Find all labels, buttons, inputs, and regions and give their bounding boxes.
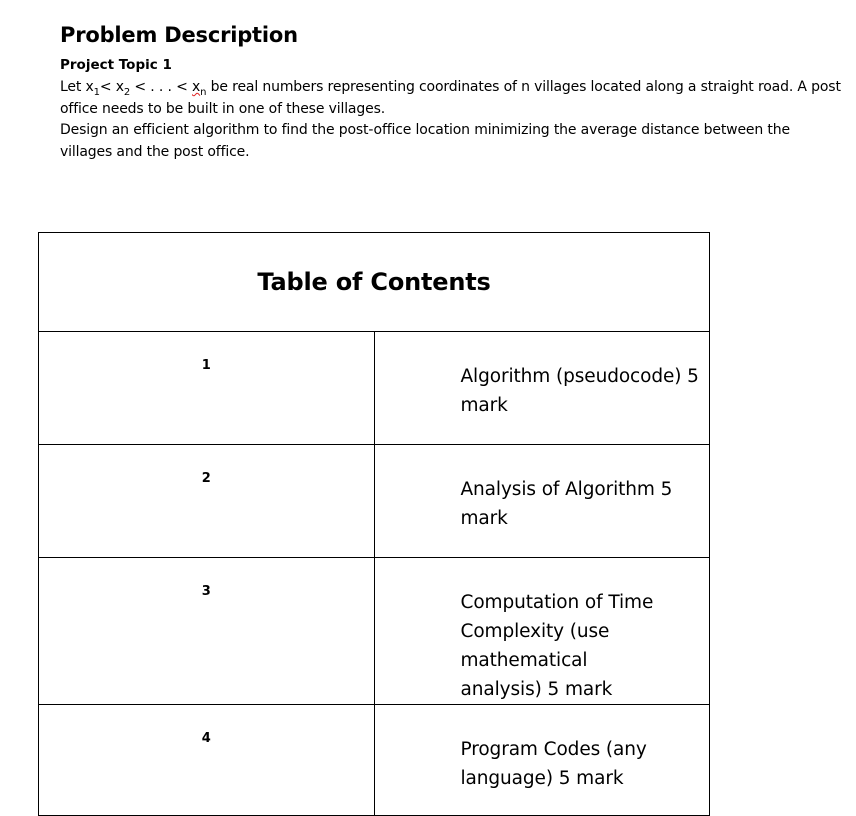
problem-paragraph-2 (60, 120, 790, 163)
page-heading: Problem Description (60, 23, 298, 47)
paragraph-1-line-1: Let $x_1< x_2$ < . . . < $x_n$ be real numbers representing coordinates of n villages located along a straight road. A post (60, 79, 841, 98)
table-row (39, 332, 710, 445)
table-row (39, 558, 710, 705)
toc-item-number: 2 (39, 445, 375, 558)
spellcheck-underlined-xn: $x_n$ (192, 79, 207, 98)
toc-item-text: Analysis of Algorithm 5 mark (374, 445, 710, 558)
toc-item-text: Algorithm (pseudocode) 5 mark (374, 332, 710, 445)
table-of-contents (38, 232, 710, 816)
toc-item-text: Computation of Time Complexity (use mathematical analysis) 5 mark (374, 558, 710, 705)
paragraph-2-line-1: Design an efficient algorithm to find the post-office location minimizing the average distance between the (60, 122, 790, 138)
paragraph-1-line-2: office needs to be built in one of these villages. (60, 100, 386, 117)
toc-item-number: 1 (39, 332, 375, 445)
toc-item-text: Program Codes (any language) 5 mark (374, 705, 710, 816)
table-row (39, 445, 710, 558)
problem-paragraph-1 (60, 77, 841, 120)
toc-item-number: 4 (39, 705, 375, 816)
project-topic-label: Project Topic 1 (60, 57, 172, 73)
table-row (39, 705, 710, 816)
paragraph-2-line-2: villages and the post office. (60, 143, 250, 160)
toc-title: Table of Contents (39, 233, 710, 332)
toc-item-number: 3 (39, 558, 375, 705)
